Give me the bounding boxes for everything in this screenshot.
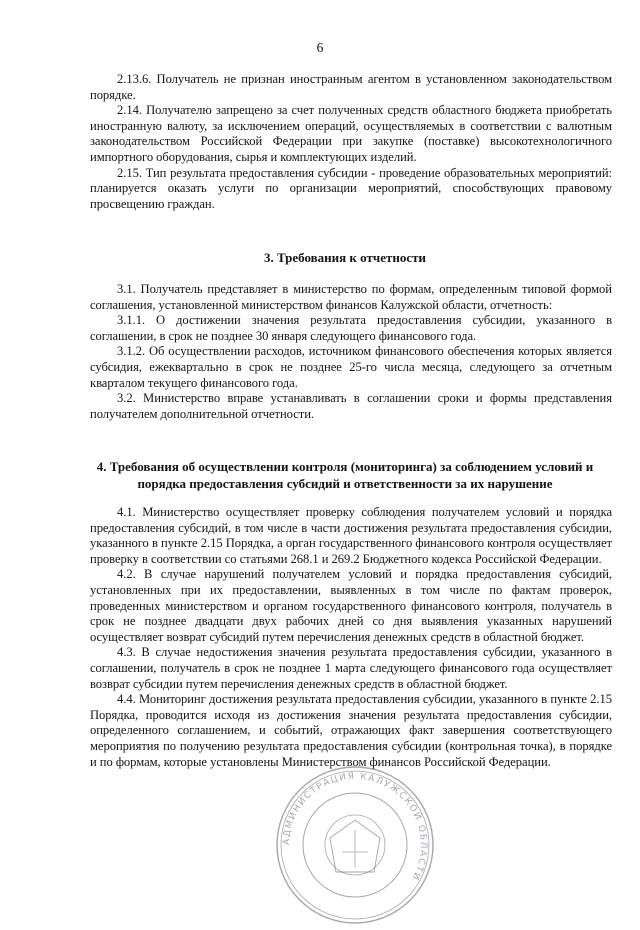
section2-tail xyxy=(90,72,612,212)
paragraph-3-1: 3.1. Получатель представляет в министерство по формам, определенным типовой формой соглашения, установленной министерством финансов Калужской области, отчетность: xyxy=(90,282,612,312)
section3-body xyxy=(90,282,612,422)
paragraph-2-13-6: 2.13.6. Получатель не признан иностранным агентом в установленном законодательством порядке. xyxy=(90,72,612,102)
paragraph-2-14: 2.14. Получателю запрещено за счет полученных средств областного бюджета приобретать иностранную валюту, за исключением операций, осуществляемых в соответствии с валютным законодательством Российской Федерации при закупке (поставке) высокотехнологичного импортного оборудования, сырья и комплектующих изделий. xyxy=(90,103,612,164)
paragraph-3-2: 3.2. Министерство вправе устанавливать в соглашении сроки и формы представления получателем дополнительной отчетности. xyxy=(90,391,612,421)
section3-heading: 3. Требования к отчетности xyxy=(263,250,427,265)
paragraph-3-1-2: 3.1.2. Об осуществлении расходов, источником финансового обеспечения которых является субсидия, ежеквартально в срок не позднее 25-го числа месяца, следующего за отчетным кварталом текущего финансового года. xyxy=(90,344,612,390)
paragraph-4-4: 4.4. Мониторинг достижения результата предоставления субсидии, указанного в пункте 2.15 Порядка, проводится исходя из достижения значения результата предоставления субсидии, определенного соглашением, и событий, отражающих факт завершения соответствующего мероприятия по получению результата предоставления субсидии (контрольная точка), в порядке и по формам, которые установлены Министерством финансов Российской Федерации. xyxy=(90,692,612,769)
paragraph-4-1: 4.1. Министерство осуществляет проверку соблюдения получателем условий и порядка предоставления субсидий, в том числе в части достижения результата предоставления субсидии, указанного в пункте 2.15 Порядка, а орган государственного финансового контроля осуществляет проверку в соответствии со статьями 268.1 и 269.2 Бюджетного кодекса Российской Федерации. xyxy=(90,505,612,566)
paragraph-2-15: 2.15. Тип результата предоставления субсидии - проведение образовательных мероприятий: планируется оказать услуги по организации мероприятий, способствующих правовому просвещению граждан. xyxy=(90,165,612,211)
paragraph-4-2: 4.2. В случае нарушений получателем условий и порядка предоставления субсидий, установленных при их предоставлении, выявленных в том числе по фактам проверок, проведенных министерством и органом государственного финансового контроля, получатель в срок не позднее двадцати двух рабочих дней со дня выявления указанных нарушений осуществляет возврат субсидий путем перечисления денежных средств в областной бюджет. xyxy=(90,567,612,644)
section4-heading-line2: порядка предоставления субсидий и ответственности за их нарушение xyxy=(137,476,553,491)
seal-text: АДМИНИСТРАЦИЯ КАЛУЖСКОЙ ОБЛАСТИ xyxy=(281,771,429,883)
paragraph-4-3: 4.3. В случае недостижения значения результата предоставления субсидии, указанного в соглашении, получатель в срок не позднее 1 марта следующего финансового года осуществляет возврат субсидии путем перечисления денежных средств в областной бюджет. xyxy=(90,645,612,691)
section4-heading-line1: 4. Требования об осуществлении контроля (мониторинга) за соблюдением условий и xyxy=(96,459,594,474)
section4-body xyxy=(90,505,612,770)
paragraph-3-1-1: 3.1.1. О достижении значения результата предоставления субсидии, указанного в соглашении, в срок не позднее 30 января следующего финансового года. xyxy=(90,313,612,343)
page-number: 6 xyxy=(316,40,324,55)
